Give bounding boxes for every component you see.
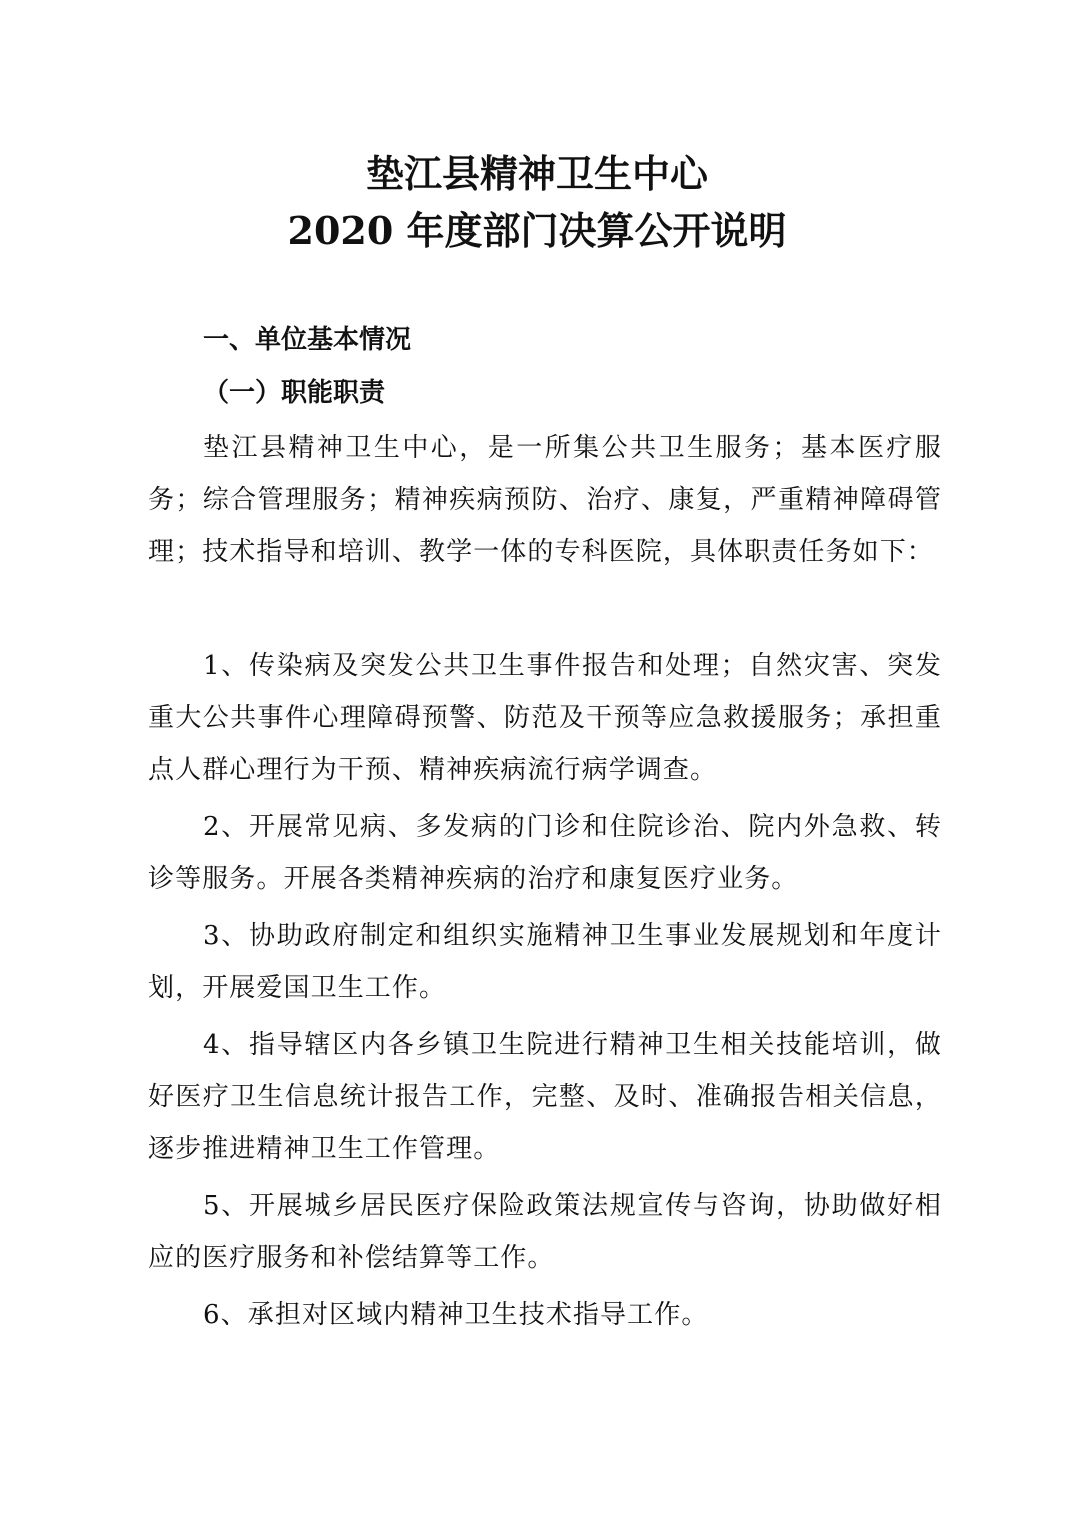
document-title-line-2: 2020 年度部门决算公开说明 <box>287 208 787 253</box>
subsection-heading: （一）职能职责 <box>203 378 386 408</box>
duty-item-6: 6、承担对区域内精神卫生技术指导工作。 <box>203 1300 709 1330</box>
document-title-line-1: 垫江县精神卫生中心 <box>365 151 708 196</box>
duty-item-5: 5、开展城乡居民医疗保险政策法规宣传与咨询，协助做好相应的医疗服务和补偿结算等工作。 <box>148 1191 942 1273</box>
section-heading: 一、单位基本情况 <box>203 325 412 355</box>
duty-item-2: 2、开展常见病、多发病的门诊和住院诊治、院内外急救、转诊等服务。开展各类精神疾病的治疗和康复医疗业务。 <box>148 812 942 894</box>
intro-paragraph: 垫江县精神卫生中心，是一所集公共卫生服务；基本医疗服务；综合管理服务；精神疾病预防、治疗、康复，严重精神障碍管理；技术指导和培训、教学一体的专科医院，具体职责任务如下： <box>148 433 942 567</box>
duty-item-4: 4、指导辖区内各乡镇卫生院进行精神卫生相关技能培训，做好医疗卫生信息统计报告工作，完整、及时、准确报告相关信息，逐步推进精神卫生工作管理。 <box>148 1030 942 1164</box>
duty-item-3: 3、协助政府制定和组织实施精神卫生事业发展规划和年度计划，开展爱国卫生工作。 <box>148 921 942 1003</box>
duty-item-1: 1、传染病及突发公共卫生事件报告和处理；自然灾害、突发重大公共事件心理障碍预警、防范及干预等应急救援服务；承担重点人群心理行为干预、精神疾病流行病学调查。 <box>148 651 942 785</box>
